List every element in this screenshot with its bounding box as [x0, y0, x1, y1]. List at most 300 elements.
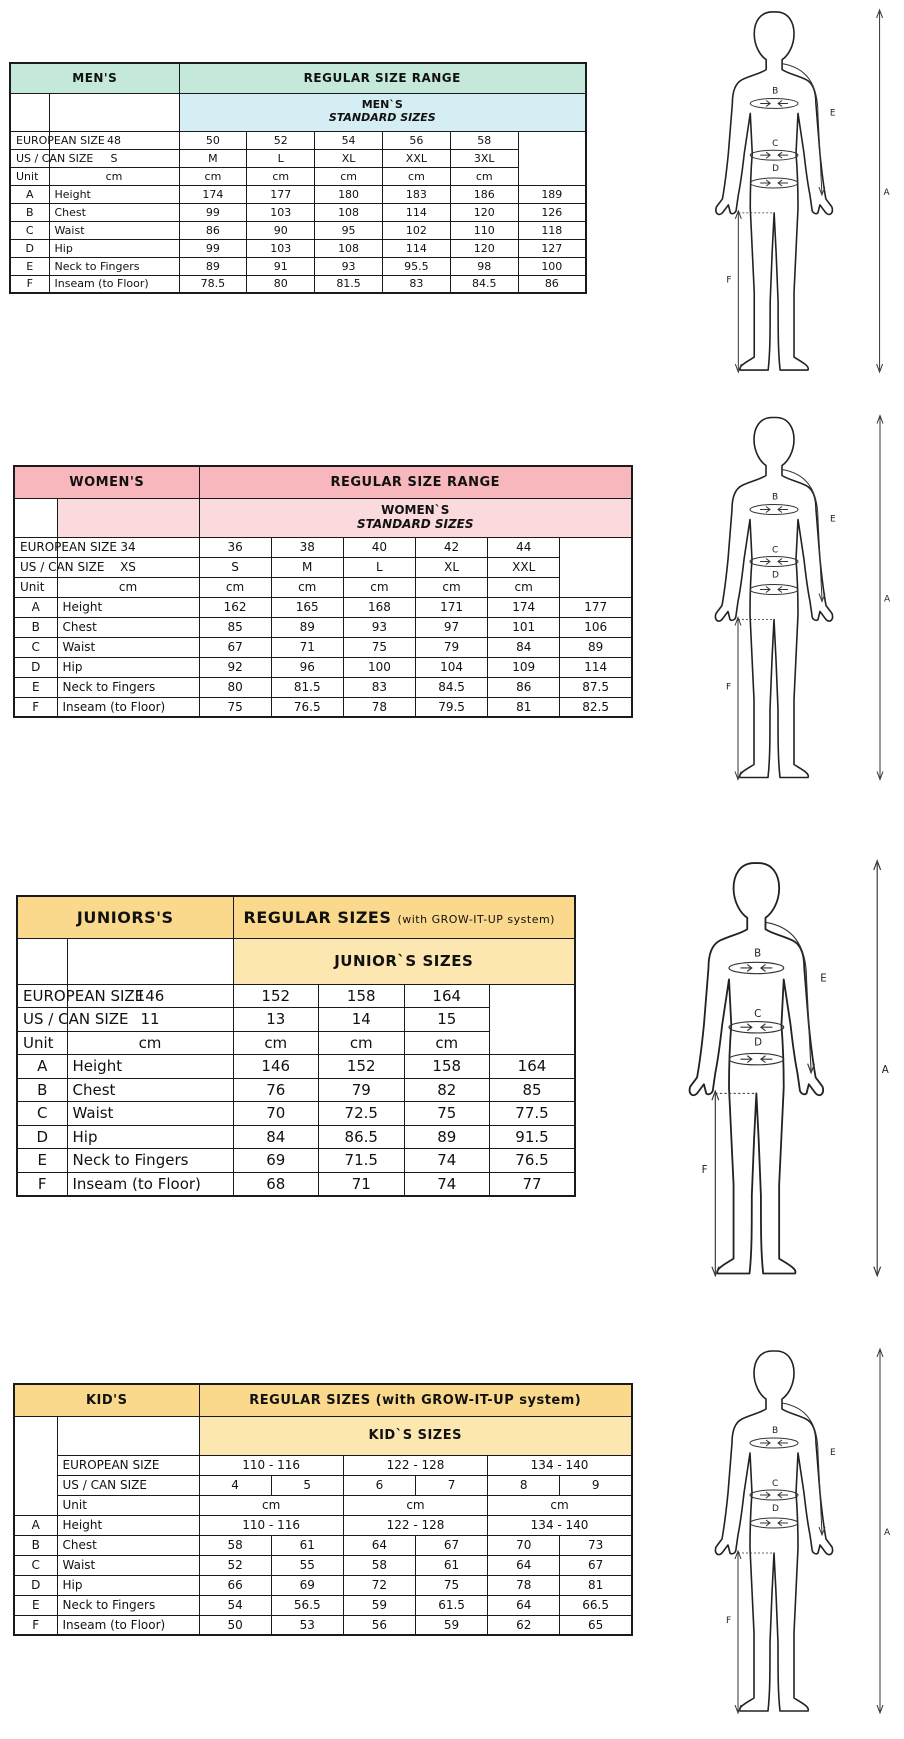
- label-a: A: [881, 1063, 889, 1076]
- mens-body-figure: [700, 0, 900, 378]
- womens-subheader-label: WOMEN`S: [381, 502, 450, 517]
- row-label: Inseam (to Floor): [57, 697, 199, 717]
- row-letter: E: [10, 257, 49, 275]
- row-label: Waist: [49, 221, 179, 239]
- label-d: D: [772, 570, 779, 581]
- cell: 52: [199, 1555, 271, 1575]
- row-letter: B: [14, 617, 57, 637]
- juniors-subheader: JUNIOR`S SIZES: [233, 938, 575, 984]
- cell: 50: [179, 131, 247, 149]
- cell: 76: [233, 1078, 319, 1102]
- table-row: [17, 1102, 575, 1126]
- cell: 79: [319, 1078, 405, 1102]
- cell: 183: [382, 185, 450, 203]
- row-letter: D: [14, 1575, 57, 1595]
- mens-subheader: [179, 93, 586, 131]
- cell: 58: [343, 1555, 415, 1575]
- table-row: [10, 221, 586, 239]
- cell: 95: [315, 221, 383, 239]
- cell: S: [199, 557, 271, 577]
- womens-standard-sizes: STANDARD SIZES: [356, 516, 474, 531]
- label-b: B: [772, 86, 779, 97]
- cell: 174: [179, 185, 247, 203]
- cell: 67: [560, 1555, 632, 1575]
- table-row: [14, 577, 632, 597]
- cell: 71.5: [319, 1149, 405, 1173]
- womens-size-table: [13, 465, 633, 718]
- cell: cm: [271, 577, 343, 597]
- cell: 108: [315, 203, 383, 221]
- row-label: Chest: [57, 1535, 199, 1555]
- cell: 69: [233, 1149, 319, 1173]
- cell: 78: [488, 1575, 560, 1595]
- label-d: D: [754, 1036, 762, 1049]
- cell: cm: [488, 1495, 632, 1515]
- table-row: [14, 1515, 632, 1535]
- row-label: EUROPEAN SIZE: [10, 131, 49, 149]
- row-letter: C: [14, 1555, 57, 1575]
- cell: 171: [415, 597, 487, 617]
- table-row: [14, 1555, 632, 1575]
- cell: 79: [415, 637, 487, 657]
- cell: 67: [415, 1535, 487, 1555]
- cell: 68: [233, 1172, 319, 1196]
- juniors-range-note: (with GROW-IT-UP system): [397, 912, 555, 926]
- row-label: Hip: [49, 239, 179, 257]
- cell: 84: [488, 637, 560, 657]
- table-row: [17, 1125, 575, 1149]
- label-f: F: [726, 275, 732, 286]
- row-label: Waist: [57, 637, 199, 657]
- cell: 3XL: [450, 149, 518, 167]
- cell: 81.5: [315, 275, 383, 293]
- cell: 75: [199, 697, 271, 717]
- table-row: [14, 597, 632, 617]
- cell: 80: [199, 677, 271, 697]
- cell: 61.5: [415, 1595, 487, 1615]
- cell: 77.5: [490, 1102, 576, 1126]
- row-letter: A: [14, 597, 57, 617]
- cell: 50: [199, 1615, 271, 1635]
- cell: 71: [319, 1172, 405, 1196]
- cell: 62: [488, 1615, 560, 1635]
- cell: 82.5: [560, 697, 632, 717]
- cell: 69: [271, 1575, 343, 1595]
- cell: 58: [450, 131, 518, 149]
- cell: 104: [415, 657, 487, 677]
- juniors-size-rows: [17, 984, 575, 1196]
- kids-size-rows: [14, 1535, 632, 1635]
- cell: 92: [199, 657, 271, 677]
- row-label: Waist: [57, 1555, 199, 1575]
- cell: cm: [488, 577, 560, 597]
- cell: 66: [199, 1575, 271, 1595]
- cell: 100: [343, 657, 415, 677]
- table-row: [17, 1055, 575, 1079]
- row-letter: A: [17, 1055, 67, 1079]
- table-row: [14, 677, 632, 697]
- cell: cm: [233, 1031, 319, 1055]
- mens-size-table: [9, 62, 587, 294]
- cell: 91.5: [490, 1125, 576, 1149]
- table-row: [17, 1172, 575, 1196]
- cell: XL: [415, 557, 487, 577]
- table-row: [10, 167, 586, 185]
- row-label: Waist: [67, 1102, 233, 1126]
- cell: 80: [247, 275, 315, 293]
- table-row: [14, 617, 632, 637]
- kids-size-table: [13, 1383, 633, 1636]
- label-f: F: [726, 1616, 732, 1626]
- cell: 100: [518, 257, 586, 275]
- table-row: [17, 984, 575, 1008]
- cell: XXL: [488, 557, 560, 577]
- body-outline: [716, 12, 832, 370]
- table-row: [10, 149, 586, 167]
- label-f: F: [726, 682, 732, 693]
- label-e: E: [830, 1448, 836, 1458]
- cell: cm: [199, 577, 271, 597]
- table-row: [14, 637, 632, 657]
- table-row: [14, 1455, 632, 1475]
- cell: 110 - 116: [199, 1455, 343, 1475]
- row-label: Hip: [67, 1125, 233, 1149]
- row-letter: E: [17, 1149, 67, 1173]
- cell: 55: [271, 1555, 343, 1575]
- row-label: Height: [67, 1055, 233, 1079]
- womens-body-figure: [700, 388, 900, 803]
- mens-title: MEN'S: [10, 63, 179, 93]
- cell: 99: [179, 239, 247, 257]
- womens-subheader: [199, 498, 632, 537]
- cell: 110 - 116: [199, 1515, 343, 1535]
- body-outline: [715, 1351, 832, 1711]
- cell: 114: [382, 239, 450, 257]
- cell: 75: [404, 1102, 490, 1126]
- cell: 158: [319, 984, 405, 1008]
- figure-group: [716, 10, 891, 372]
- table-row: [10, 203, 586, 221]
- cell: 122 - 128: [343, 1515, 487, 1535]
- womens-range-title: REGULAR SIZE RANGE: [199, 466, 632, 498]
- cell: cm: [343, 1495, 487, 1515]
- kids-body-figure: [700, 1322, 900, 1736]
- cell: 152: [319, 1055, 405, 1079]
- cell: 15: [404, 1008, 490, 1032]
- cell: 66.5: [560, 1595, 632, 1615]
- cell: 70: [488, 1535, 560, 1555]
- cell: 83: [382, 275, 450, 293]
- cell: 84: [233, 1125, 319, 1149]
- cell: 5: [271, 1475, 343, 1495]
- cell: 98: [450, 257, 518, 275]
- cell: 59: [415, 1615, 487, 1635]
- row-label: Inseam (to Floor): [49, 275, 179, 293]
- cell: 114: [560, 657, 632, 677]
- cell: M: [179, 149, 247, 167]
- cell: 118: [518, 221, 586, 239]
- juniors-body-figure: [672, 820, 900, 1312]
- label-a: A: [884, 1528, 891, 1538]
- cell: 44: [488, 537, 560, 557]
- row-label: Hip: [57, 1575, 199, 1595]
- table-row: [10, 275, 586, 293]
- row-label: Unit: [17, 1031, 67, 1055]
- table-row: [14, 1615, 632, 1635]
- kids-subheader: KID`S SIZES: [199, 1416, 632, 1455]
- cell: 64: [488, 1595, 560, 1615]
- cell: 75: [343, 637, 415, 657]
- label-d: D: [772, 164, 780, 175]
- cell: 97: [415, 617, 487, 637]
- cell: 73: [560, 1535, 632, 1555]
- row-label: EUROPEAN SIZE: [57, 1455, 199, 1475]
- row-label: US / CAN SIZE: [57, 1475, 199, 1495]
- cell: 58: [199, 1535, 271, 1555]
- cell: 96: [271, 657, 343, 677]
- row-label: US / CAN SIZE: [10, 149, 49, 167]
- cell: 110: [450, 221, 518, 239]
- table-row: [14, 1595, 632, 1615]
- cell: 102: [382, 221, 450, 239]
- cell: 86: [488, 677, 560, 697]
- cell: 85: [490, 1078, 576, 1102]
- cell: 72.5: [319, 1102, 405, 1126]
- mens-standard-sizes: STANDARD SIZES: [328, 111, 436, 124]
- cell: cm: [247, 167, 315, 185]
- label-c: C: [772, 1479, 779, 1489]
- cell: cm: [404, 1031, 490, 1055]
- cell: 84.5: [450, 275, 518, 293]
- row-label: Unit: [14, 577, 57, 597]
- body-outline: [715, 418, 832, 778]
- cell: 186: [450, 185, 518, 203]
- cell: 81: [560, 1575, 632, 1595]
- cell: 40: [343, 537, 415, 557]
- row-label: Chest: [67, 1078, 233, 1102]
- cell: 158: [404, 1055, 490, 1079]
- mens-range-title: REGULAR SIZE RANGE: [179, 63, 586, 93]
- row-label: Height: [57, 597, 199, 617]
- cell: 6: [343, 1475, 415, 1495]
- cell: 93: [315, 257, 383, 275]
- table-row: [10, 185, 586, 203]
- cell: 76.5: [490, 1149, 576, 1173]
- cell: 54: [315, 131, 383, 149]
- cell: 89: [404, 1125, 490, 1149]
- body-outline: [690, 863, 823, 1273]
- cell: 189: [518, 185, 586, 203]
- cell: 122 - 128: [343, 1455, 487, 1475]
- cell: 74: [404, 1172, 490, 1196]
- cell: 59: [343, 1595, 415, 1615]
- row-label: Unit: [57, 1495, 199, 1515]
- label-a: A: [884, 594, 891, 605]
- cell: 11: [67, 1008, 233, 1032]
- cell: 7: [415, 1475, 487, 1495]
- cell: 13: [233, 1008, 319, 1032]
- cell: 174: [488, 597, 560, 617]
- row-letter: B: [17, 1078, 67, 1102]
- row-label: EUROPEAN SIZE: [14, 537, 57, 557]
- label-b: B: [772, 492, 779, 503]
- cell: 101: [488, 617, 560, 637]
- cell: M: [271, 557, 343, 577]
- row-label: Inseam (to Floor): [67, 1172, 233, 1196]
- cell: 56: [343, 1615, 415, 1635]
- cell: 61: [271, 1535, 343, 1555]
- row-letter: A: [10, 185, 49, 203]
- table-row: [10, 131, 586, 149]
- cell: XXL: [382, 149, 450, 167]
- table-row: [14, 537, 632, 557]
- cell: 86.5: [319, 1125, 405, 1149]
- figure-group: [715, 1349, 891, 1713]
- cell: 120: [450, 239, 518, 257]
- cell: cm: [49, 167, 179, 185]
- mens-size-rows: [10, 131, 586, 293]
- cell: 65: [560, 1615, 632, 1635]
- row-letter: A: [14, 1515, 57, 1535]
- cell: 93: [343, 617, 415, 637]
- cell: 78.5: [179, 275, 247, 293]
- cell: L: [343, 557, 415, 577]
- row-letter: B: [14, 1535, 57, 1555]
- cell: 90: [247, 221, 315, 239]
- cell: 134 - 140: [488, 1515, 632, 1535]
- cell: 4: [199, 1475, 271, 1495]
- cell: 177: [247, 185, 315, 203]
- cell: 48: [49, 131, 179, 149]
- cell: 56: [382, 131, 450, 149]
- cell: 72: [343, 1575, 415, 1595]
- table-row: [14, 1475, 632, 1495]
- row-label: EUROPEAN SIZE: [17, 984, 67, 1008]
- cell: 78: [343, 697, 415, 717]
- label-e: E: [830, 514, 836, 525]
- cell: S: [49, 149, 179, 167]
- label-f: F: [701, 1164, 708, 1177]
- row-letter: D: [14, 657, 57, 677]
- juniors-range-label: REGULAR SIZES: [243, 907, 392, 927]
- row-letter: E: [14, 677, 57, 697]
- table-row: [14, 657, 632, 677]
- cell: 103: [247, 239, 315, 257]
- cell: 146: [233, 1055, 319, 1079]
- cell: 14: [319, 1008, 405, 1032]
- cell: cm: [343, 577, 415, 597]
- cell: 152: [233, 984, 319, 1008]
- table-row: [17, 1031, 575, 1055]
- row-label: Neck to Fingers: [57, 677, 199, 697]
- row-label: Height: [57, 1515, 199, 1535]
- label-a: A: [883, 187, 890, 198]
- cell: 134 - 140: [488, 1455, 632, 1475]
- cell: 106: [560, 617, 632, 637]
- cell: 77: [490, 1172, 576, 1196]
- cell: 38: [271, 537, 343, 557]
- cell: 120: [450, 203, 518, 221]
- juniors-title: JUNIORS'S: [17, 896, 233, 938]
- cell: 84.5: [415, 677, 487, 697]
- label-b: B: [754, 947, 762, 960]
- cell: cm: [415, 577, 487, 597]
- cell: 61: [415, 1555, 487, 1575]
- cell: L: [247, 149, 315, 167]
- womens-size-rows: [14, 537, 632, 717]
- cell: 168: [343, 597, 415, 617]
- cell: cm: [319, 1031, 405, 1055]
- kids-title: KID'S: [14, 1384, 199, 1416]
- row-letter: B: [10, 203, 49, 221]
- cell: 162: [199, 597, 271, 617]
- cell: 83: [343, 677, 415, 697]
- cell: 70: [233, 1102, 319, 1126]
- row-letter: E: [14, 1595, 57, 1615]
- cell: 53: [271, 1615, 343, 1635]
- row-label: Chest: [57, 617, 199, 637]
- row-label: Neck to Fingers: [57, 1595, 199, 1615]
- table-row: [17, 1008, 575, 1032]
- row-label: Neck to Fingers: [67, 1149, 233, 1173]
- cell: cm: [57, 577, 199, 597]
- cell: 81.5: [271, 677, 343, 697]
- cell: 91: [247, 257, 315, 275]
- table-row: [17, 1149, 575, 1173]
- table-row: [14, 1535, 632, 1555]
- row-letter: F: [17, 1172, 67, 1196]
- cell: 114: [382, 203, 450, 221]
- kids-range-title: REGULAR SIZES (with GROW-IT-UP system): [199, 1384, 632, 1416]
- cell: 165: [271, 597, 343, 617]
- cell: 109: [488, 657, 560, 677]
- cell: 52: [247, 131, 315, 149]
- cell: cm: [67, 1031, 233, 1055]
- cell: 89: [560, 637, 632, 657]
- row-label: Neck to Fingers: [49, 257, 179, 275]
- row-letter: F: [10, 275, 49, 293]
- cell: 8: [488, 1475, 560, 1495]
- cell: 64: [343, 1535, 415, 1555]
- cell: 146: [67, 984, 233, 1008]
- cell: 64: [488, 1555, 560, 1575]
- table-row: [14, 697, 632, 717]
- cell: cm: [179, 167, 247, 185]
- juniors-size-table: [16, 895, 576, 1197]
- cell: 67: [199, 637, 271, 657]
- cell: cm: [199, 1495, 343, 1515]
- cell: 95.5: [382, 257, 450, 275]
- label-c: C: [754, 1007, 762, 1020]
- cell: 86: [179, 221, 247, 239]
- cell: 34: [57, 537, 199, 557]
- cell: 42: [415, 537, 487, 557]
- cell: cm: [450, 167, 518, 185]
- cell: 87.5: [560, 677, 632, 697]
- juniors-range-title: [233, 896, 575, 938]
- cell: 89: [179, 257, 247, 275]
- cell: 108: [315, 239, 383, 257]
- row-letter: C: [10, 221, 49, 239]
- cell: 164: [490, 1055, 576, 1079]
- mens-subheader-label: MEN`S: [361, 98, 403, 112]
- figure-group: [690, 861, 889, 1276]
- cell: 82: [404, 1078, 490, 1102]
- cell: 164: [404, 984, 490, 1008]
- row-label: Unit: [10, 167, 49, 185]
- cell: 126: [518, 203, 586, 221]
- cell: 127: [518, 239, 586, 257]
